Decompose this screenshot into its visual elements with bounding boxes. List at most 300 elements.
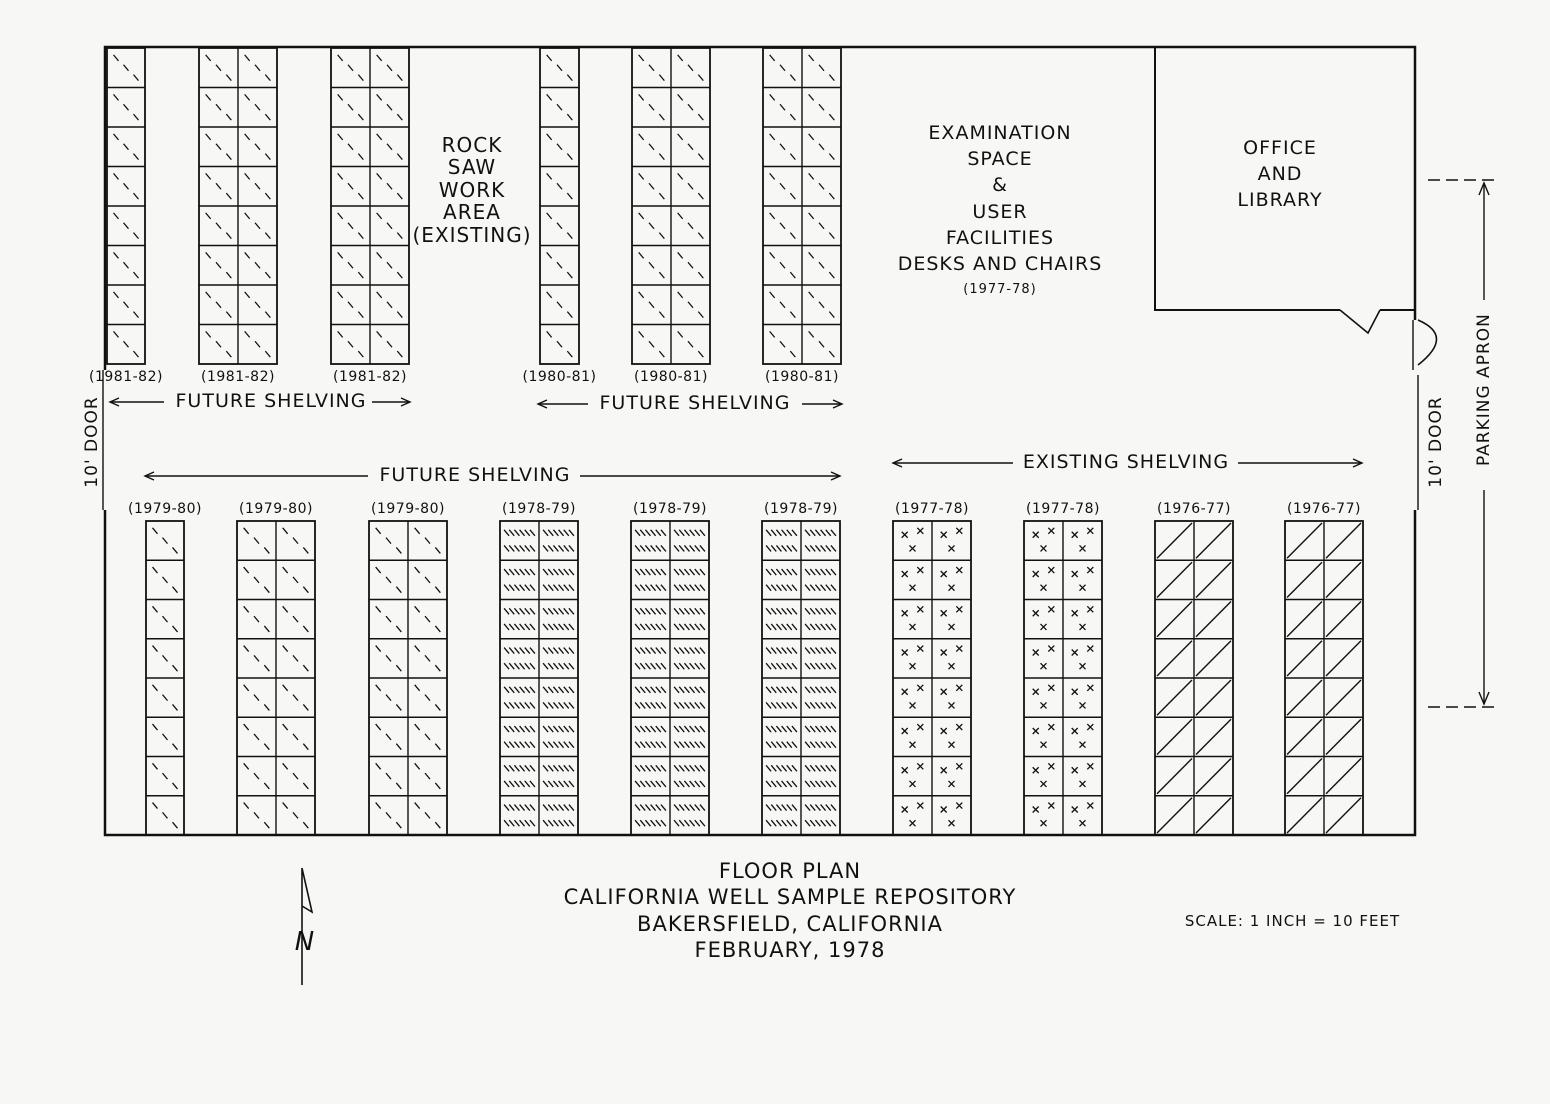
shelf-hatch	[1157, 680, 1192, 715]
shelf-hatch	[674, 585, 679, 591]
shelf-hatch	[303, 822, 308, 828]
shelf-hatch	[661, 742, 666, 748]
shelf-hatch	[645, 702, 650, 708]
shelf-hatch	[226, 154, 231, 160]
shelf-hatch	[826, 742, 831, 748]
shelf-hatch	[649, 223, 654, 229]
shelf-hatch	[153, 528, 158, 534]
shelf-hatch	[425, 577, 430, 583]
shelf-hatch	[245, 173, 250, 179]
shelf-hatch	[255, 302, 260, 308]
shelf-hatch	[831, 648, 836, 654]
shelf-hatch	[810, 663, 815, 669]
shelf-hatch	[787, 569, 792, 575]
shelf-hatch	[264, 744, 269, 750]
shelf-hatch	[245, 252, 250, 258]
shelf-hatch	[810, 608, 815, 614]
shelf-hatch	[780, 262, 785, 268]
shelf-hatch	[810, 726, 815, 732]
shelf-hatch	[826, 687, 831, 693]
shelf-hatch	[377, 331, 382, 337]
shelf-hatch	[548, 742, 553, 748]
examination-year: (1977-78)	[963, 282, 1037, 298]
shelf-hatch	[386, 695, 391, 701]
shelf-hatch	[173, 704, 178, 710]
shelf-hatch	[829, 233, 834, 239]
shelf-hatch	[809, 94, 814, 100]
shelf-hatch	[661, 820, 666, 826]
shelf-hatch	[695, 585, 700, 591]
shelf-hatch	[114, 134, 119, 140]
shelf-hatch	[520, 545, 525, 551]
shelf-hatch	[153, 803, 158, 809]
shelf-hatch	[782, 687, 787, 693]
shelf-hatch	[656, 624, 661, 630]
shelf-hatch	[559, 569, 564, 575]
shelf-hatch	[770, 292, 775, 298]
shelf-hatch	[815, 648, 820, 654]
shelf-hatch	[792, 648, 797, 654]
shelf-hatch	[766, 569, 771, 575]
shelf-hatch	[639, 252, 644, 258]
shelf-hatch	[206, 331, 211, 337]
shelf-year-label: (1980-81)	[634, 369, 708, 385]
shelf-hatch	[206, 134, 211, 140]
shelf-hatch	[547, 252, 552, 258]
shelf-hatch	[348, 183, 353, 189]
shelf-hatch	[397, 193, 402, 199]
shelf-hatch	[639, 94, 644, 100]
shelf-hatch	[787, 726, 792, 732]
shelf-hatch	[303, 587, 308, 593]
shelf-hatch	[386, 812, 391, 818]
shelf-hatch	[902, 532, 908, 538]
shelf-hatch	[504, 569, 509, 575]
shelf-hatch	[569, 781, 574, 787]
shelf-hatch	[265, 193, 270, 199]
shelf-hatch	[776, 702, 781, 708]
shelf-year-label: (1981-82)	[201, 369, 275, 385]
shelf-hatch	[819, 341, 824, 347]
shelf-hatch	[780, 144, 785, 150]
shelf-hatch	[649, 144, 654, 150]
shelf-hatch	[684, 569, 689, 575]
shelf-hatch	[377, 94, 382, 100]
shelf-hatch	[1196, 719, 1231, 754]
shelf-hatch	[684, 765, 689, 771]
shelf-hatch	[815, 781, 820, 787]
shelf-hatch	[387, 262, 392, 268]
shelf-hatch	[776, 820, 781, 826]
shelf-hatch	[1072, 689, 1078, 695]
shelf-year-label: (1979-80)	[239, 501, 313, 517]
shelf-hatch	[787, 624, 792, 630]
shelf-hatch	[674, 545, 679, 551]
shelf-hatch	[770, 94, 775, 100]
shelf-hatch	[684, 545, 689, 551]
shelf-hatch	[1041, 702, 1047, 708]
shelf-hatch	[792, 765, 797, 771]
shelf-hatch	[831, 726, 836, 732]
shelf-hatch	[949, 820, 955, 826]
shelf-hatch	[255, 65, 260, 71]
shelf-hatch	[635, 663, 640, 669]
shelf-hatch	[635, 624, 640, 630]
shelf-hatch	[690, 530, 695, 536]
shelf-hatch	[530, 820, 535, 826]
shelf-hatch	[559, 742, 564, 748]
shelf-hatch	[547, 173, 552, 179]
shelf-hatch	[640, 624, 645, 630]
shelf-hatch	[819, 183, 824, 189]
shelf-hatch	[1041, 624, 1047, 630]
shelf-hatch	[695, 702, 700, 708]
shelf-hatch	[645, 648, 650, 654]
shelf-hatch	[358, 351, 363, 357]
shelf-hatch	[553, 624, 558, 630]
shelf-hatch	[387, 302, 392, 308]
shelf-hatch	[826, 530, 831, 536]
shelf-hatch	[766, 585, 771, 591]
shelf-hatch	[514, 742, 519, 748]
shelf-hatch	[376, 528, 381, 534]
north-letter: N	[294, 927, 316, 957]
shelf-hatch	[543, 530, 548, 536]
shelf-hatch	[821, 820, 826, 826]
shelf-hatch	[690, 648, 695, 654]
shelf-hatch	[163, 538, 168, 544]
shelf-hatch	[509, 781, 514, 787]
shelf-hatch	[826, 569, 831, 575]
shelf-hatch	[435, 547, 440, 553]
shelf-hatch	[771, 648, 776, 654]
shelf-hatch	[1072, 532, 1078, 538]
shelf-hatch	[163, 773, 168, 779]
shelf-hatch	[396, 547, 401, 553]
shelf-hatch	[415, 567, 420, 573]
shelf-hatch	[640, 742, 645, 748]
shelf-hatch	[543, 663, 548, 669]
shelf-hatch	[525, 805, 530, 811]
shelf-hatch	[690, 663, 695, 669]
shelf-hatch	[1033, 532, 1039, 538]
shelf-hatch	[1072, 571, 1078, 577]
shelf-hatch	[1326, 798, 1361, 833]
shelf-hatch	[679, 702, 684, 708]
shelf-hatch	[910, 781, 916, 787]
shelf-hatch	[1048, 646, 1054, 652]
shelf-hatch	[956, 803, 962, 809]
shelf-hatch	[661, 687, 666, 693]
shelf-hatch	[826, 648, 831, 654]
shelf-hatch	[124, 262, 129, 268]
shelf-hatch	[826, 781, 831, 787]
shelf-hatch	[684, 742, 689, 748]
shelf-hatch	[770, 134, 775, 140]
shelf-year-label: (1979-80)	[128, 501, 202, 517]
shelf-hatch	[559, 765, 564, 771]
shelf-hatch	[530, 765, 535, 771]
shelf-hatch	[766, 545, 771, 551]
shelf-hatch	[656, 726, 661, 732]
shelf-hatch	[265, 114, 270, 120]
examination-area-label	[870, 120, 1130, 299]
shelf-hatch	[396, 744, 401, 750]
office-library-label	[1210, 135, 1350, 214]
shelf-hatch	[514, 663, 519, 669]
shelf-hatch	[543, 648, 548, 654]
shelf-hatch	[684, 781, 689, 787]
shelf-hatch	[415, 803, 420, 809]
shelf-hatch	[1157, 719, 1192, 754]
shelf-hatch	[645, 545, 650, 551]
shelf-hatch	[819, 65, 824, 71]
shelf-hatch	[553, 608, 558, 614]
shelf-hatch	[396, 822, 401, 828]
shelf-hatch	[826, 820, 831, 826]
shelf-hatch	[425, 773, 430, 779]
shelf-hatch	[553, 687, 558, 693]
shelf-hatch	[674, 663, 679, 669]
shelf-hatch	[553, 530, 558, 536]
shelf-hatch	[780, 183, 785, 189]
shelf-hatch	[949, 624, 955, 630]
shelf-hatch	[766, 687, 771, 693]
shelf-hatch	[902, 806, 908, 812]
shelf-hatch	[216, 183, 221, 189]
shelf-hatch	[173, 587, 178, 593]
shelf-hatch	[530, 805, 535, 811]
left-door-label: 10' DOOR	[82, 396, 102, 488]
shelf-hatch	[525, 663, 530, 669]
shelf-hatch	[206, 292, 211, 298]
shelf-hatch	[651, 805, 656, 811]
shelf-hatch	[504, 726, 509, 732]
shelf-hatch	[645, 820, 650, 826]
shelf-hatch	[651, 765, 656, 771]
shelf-hatch	[787, 765, 792, 771]
shelf-hatch	[829, 351, 834, 357]
shelf-hatch	[435, 665, 440, 671]
shelf-hatch	[809, 134, 814, 140]
shelf-hatch	[635, 569, 640, 575]
shelf-hatch	[504, 702, 509, 708]
shelf-hatch	[766, 624, 771, 630]
shelf-hatch	[656, 781, 661, 787]
shelf-hatch	[656, 702, 661, 708]
shelf-hatch	[792, 742, 797, 748]
shelf-hatch	[153, 606, 158, 612]
shelf-hatch	[661, 569, 666, 575]
shelf-hatch	[509, 585, 514, 591]
shelf-hatch	[244, 803, 249, 809]
shelf-hatch	[684, 687, 689, 693]
shelf-hatch	[338, 292, 343, 298]
shelf-hatch	[661, 585, 666, 591]
shelf-hatch	[153, 685, 158, 691]
shelf-hatch	[831, 742, 836, 748]
shelf-hatch	[810, 702, 815, 708]
shelf-hatch	[831, 530, 836, 536]
shelf-hatch	[548, 781, 553, 787]
shelf-hatch	[530, 545, 535, 551]
future-shelving-label-bottom: FUTURE SHELVING	[379, 464, 571, 486]
shelf-hatch	[543, 765, 548, 771]
shelf-hatch	[684, 663, 689, 669]
shelf-hatch	[206, 94, 211, 100]
shelf-hatch	[656, 742, 661, 748]
shelf-hatch	[509, 702, 514, 708]
shelf-hatch	[567, 312, 572, 318]
shelf-hatch	[787, 663, 792, 669]
shelf-hatch	[124, 65, 129, 71]
shelf-hatch	[1087, 567, 1093, 573]
shelf-hatch	[645, 805, 650, 811]
shelf-hatch	[805, 545, 810, 551]
shelf-hatch	[910, 663, 916, 669]
shelf-hatch	[635, 742, 640, 748]
shelf-hatch	[514, 585, 519, 591]
shelf-hatch	[639, 213, 644, 219]
shelf-hatch	[635, 687, 640, 693]
shelf-hatch	[559, 624, 564, 630]
shelf-hatch	[564, 663, 569, 669]
shelf-hatch	[695, 765, 700, 771]
shelf-hatch	[661, 805, 666, 811]
shelf-hatch	[397, 351, 402, 357]
shelf-hatch	[1072, 728, 1078, 734]
shelf-hatch	[815, 765, 820, 771]
shelf-hatch	[645, 624, 650, 630]
shelf-hatch	[792, 530, 797, 536]
shelf-hatch	[245, 94, 250, 100]
shelf-hatch	[700, 765, 705, 771]
shelf-hatch	[1157, 523, 1192, 558]
shelf-hatch	[1196, 641, 1231, 676]
shelf-hatch	[254, 577, 259, 583]
shelf-hatch	[348, 302, 353, 308]
shelf-hatch	[695, 781, 700, 787]
shelf-hatch	[770, 213, 775, 219]
shelf-hatch	[792, 820, 797, 826]
rock-saw-line: SAW	[447, 155, 497, 180]
shelf-hatch	[821, 687, 826, 693]
shelf-hatch	[790, 272, 795, 278]
shelf-hatch	[264, 547, 269, 553]
shelf-hatch	[815, 687, 820, 693]
shelf-hatch	[245, 134, 250, 140]
shelf-hatch	[255, 144, 260, 150]
shelf-hatch	[163, 655, 168, 661]
shelf-hatch	[661, 726, 666, 732]
shelf-hatch	[435, 587, 440, 593]
shelf-hatch	[698, 233, 703, 239]
shelf-hatch	[656, 569, 661, 575]
shelf-hatch	[831, 781, 836, 787]
shelf-hatch	[415, 646, 420, 652]
shelf-hatch	[902, 571, 908, 577]
shelf-hatch	[651, 702, 656, 708]
shelf-hatch	[684, 648, 689, 654]
shelf-hatch	[1196, 798, 1231, 833]
shelf-hatch	[525, 608, 530, 614]
shelf-hatch	[547, 134, 552, 140]
shelf-hatch	[679, 765, 684, 771]
shelf-hatch	[530, 726, 535, 732]
shelf-hatch	[525, 702, 530, 708]
shelf-hatch	[831, 608, 836, 614]
shelf-hatch	[520, 805, 525, 811]
shelf-hatch	[819, 302, 824, 308]
shelf-hatch	[659, 114, 664, 120]
shelf-hatch	[766, 781, 771, 787]
shelf-hatch	[559, 726, 564, 732]
shelf-hatch	[124, 104, 129, 110]
shelf-hatch	[810, 687, 815, 693]
shelf-hatch	[635, 545, 640, 551]
shelf-hatch	[548, 608, 553, 614]
shelf-hatch	[956, 685, 962, 691]
shelf-hatch	[283, 646, 288, 652]
future-shelving-label-top-left: FUTURE SHELVING	[175, 390, 367, 412]
shelf-hatch	[348, 65, 353, 71]
shelf-hatch	[688, 302, 693, 308]
shelf-hatch	[810, 569, 815, 575]
shelf-hatch	[293, 577, 298, 583]
shelf-hatch	[377, 252, 382, 258]
shelf-hatch	[695, 608, 700, 614]
shelf-hatch	[810, 585, 815, 591]
shelf-hatch	[810, 648, 815, 654]
office-line: OFFICE	[1243, 137, 1317, 159]
shelf-hatch	[902, 649, 908, 655]
shelf-hatch	[782, 742, 787, 748]
shelf-hatch	[661, 663, 666, 669]
shelf-hatch	[264, 704, 269, 710]
shelf-hatch	[1048, 528, 1054, 534]
shelf-hatch	[956, 763, 962, 769]
shelf-hatch	[559, 663, 564, 669]
shelf-hatch	[917, 528, 923, 534]
shelf-hatch	[525, 530, 530, 536]
shelf-hatch	[645, 608, 650, 614]
shelf-hatch	[787, 608, 792, 614]
shelf-hatch	[805, 648, 810, 654]
shelf-hatch	[829, 154, 834, 160]
shelf-hatch	[1041, 781, 1047, 787]
shelf-hatch	[293, 812, 298, 818]
shelf-hatch	[520, 726, 525, 732]
shelf-hatch	[559, 545, 564, 551]
shelf-hatch	[700, 726, 705, 732]
shelf-hatch	[659, 233, 664, 239]
shelf-hatch	[678, 173, 683, 179]
shelf-hatch	[831, 765, 836, 771]
shelf-hatch	[782, 702, 787, 708]
shelf-hatch	[690, 687, 695, 693]
shelf-hatch	[659, 351, 664, 357]
shelf-hatch	[645, 530, 650, 536]
shelf-hatch	[1080, 585, 1086, 591]
shelf-hatch	[553, 765, 558, 771]
shelf-hatch	[1033, 728, 1039, 734]
rock-saw-area-label	[405, 134, 539, 246]
shelf-hatch	[949, 742, 955, 748]
shelf-hatch	[821, 663, 826, 669]
shelf-hatch	[651, 569, 656, 575]
shelf-hatch	[1087, 528, 1093, 534]
shelf-hatch	[688, 183, 693, 189]
